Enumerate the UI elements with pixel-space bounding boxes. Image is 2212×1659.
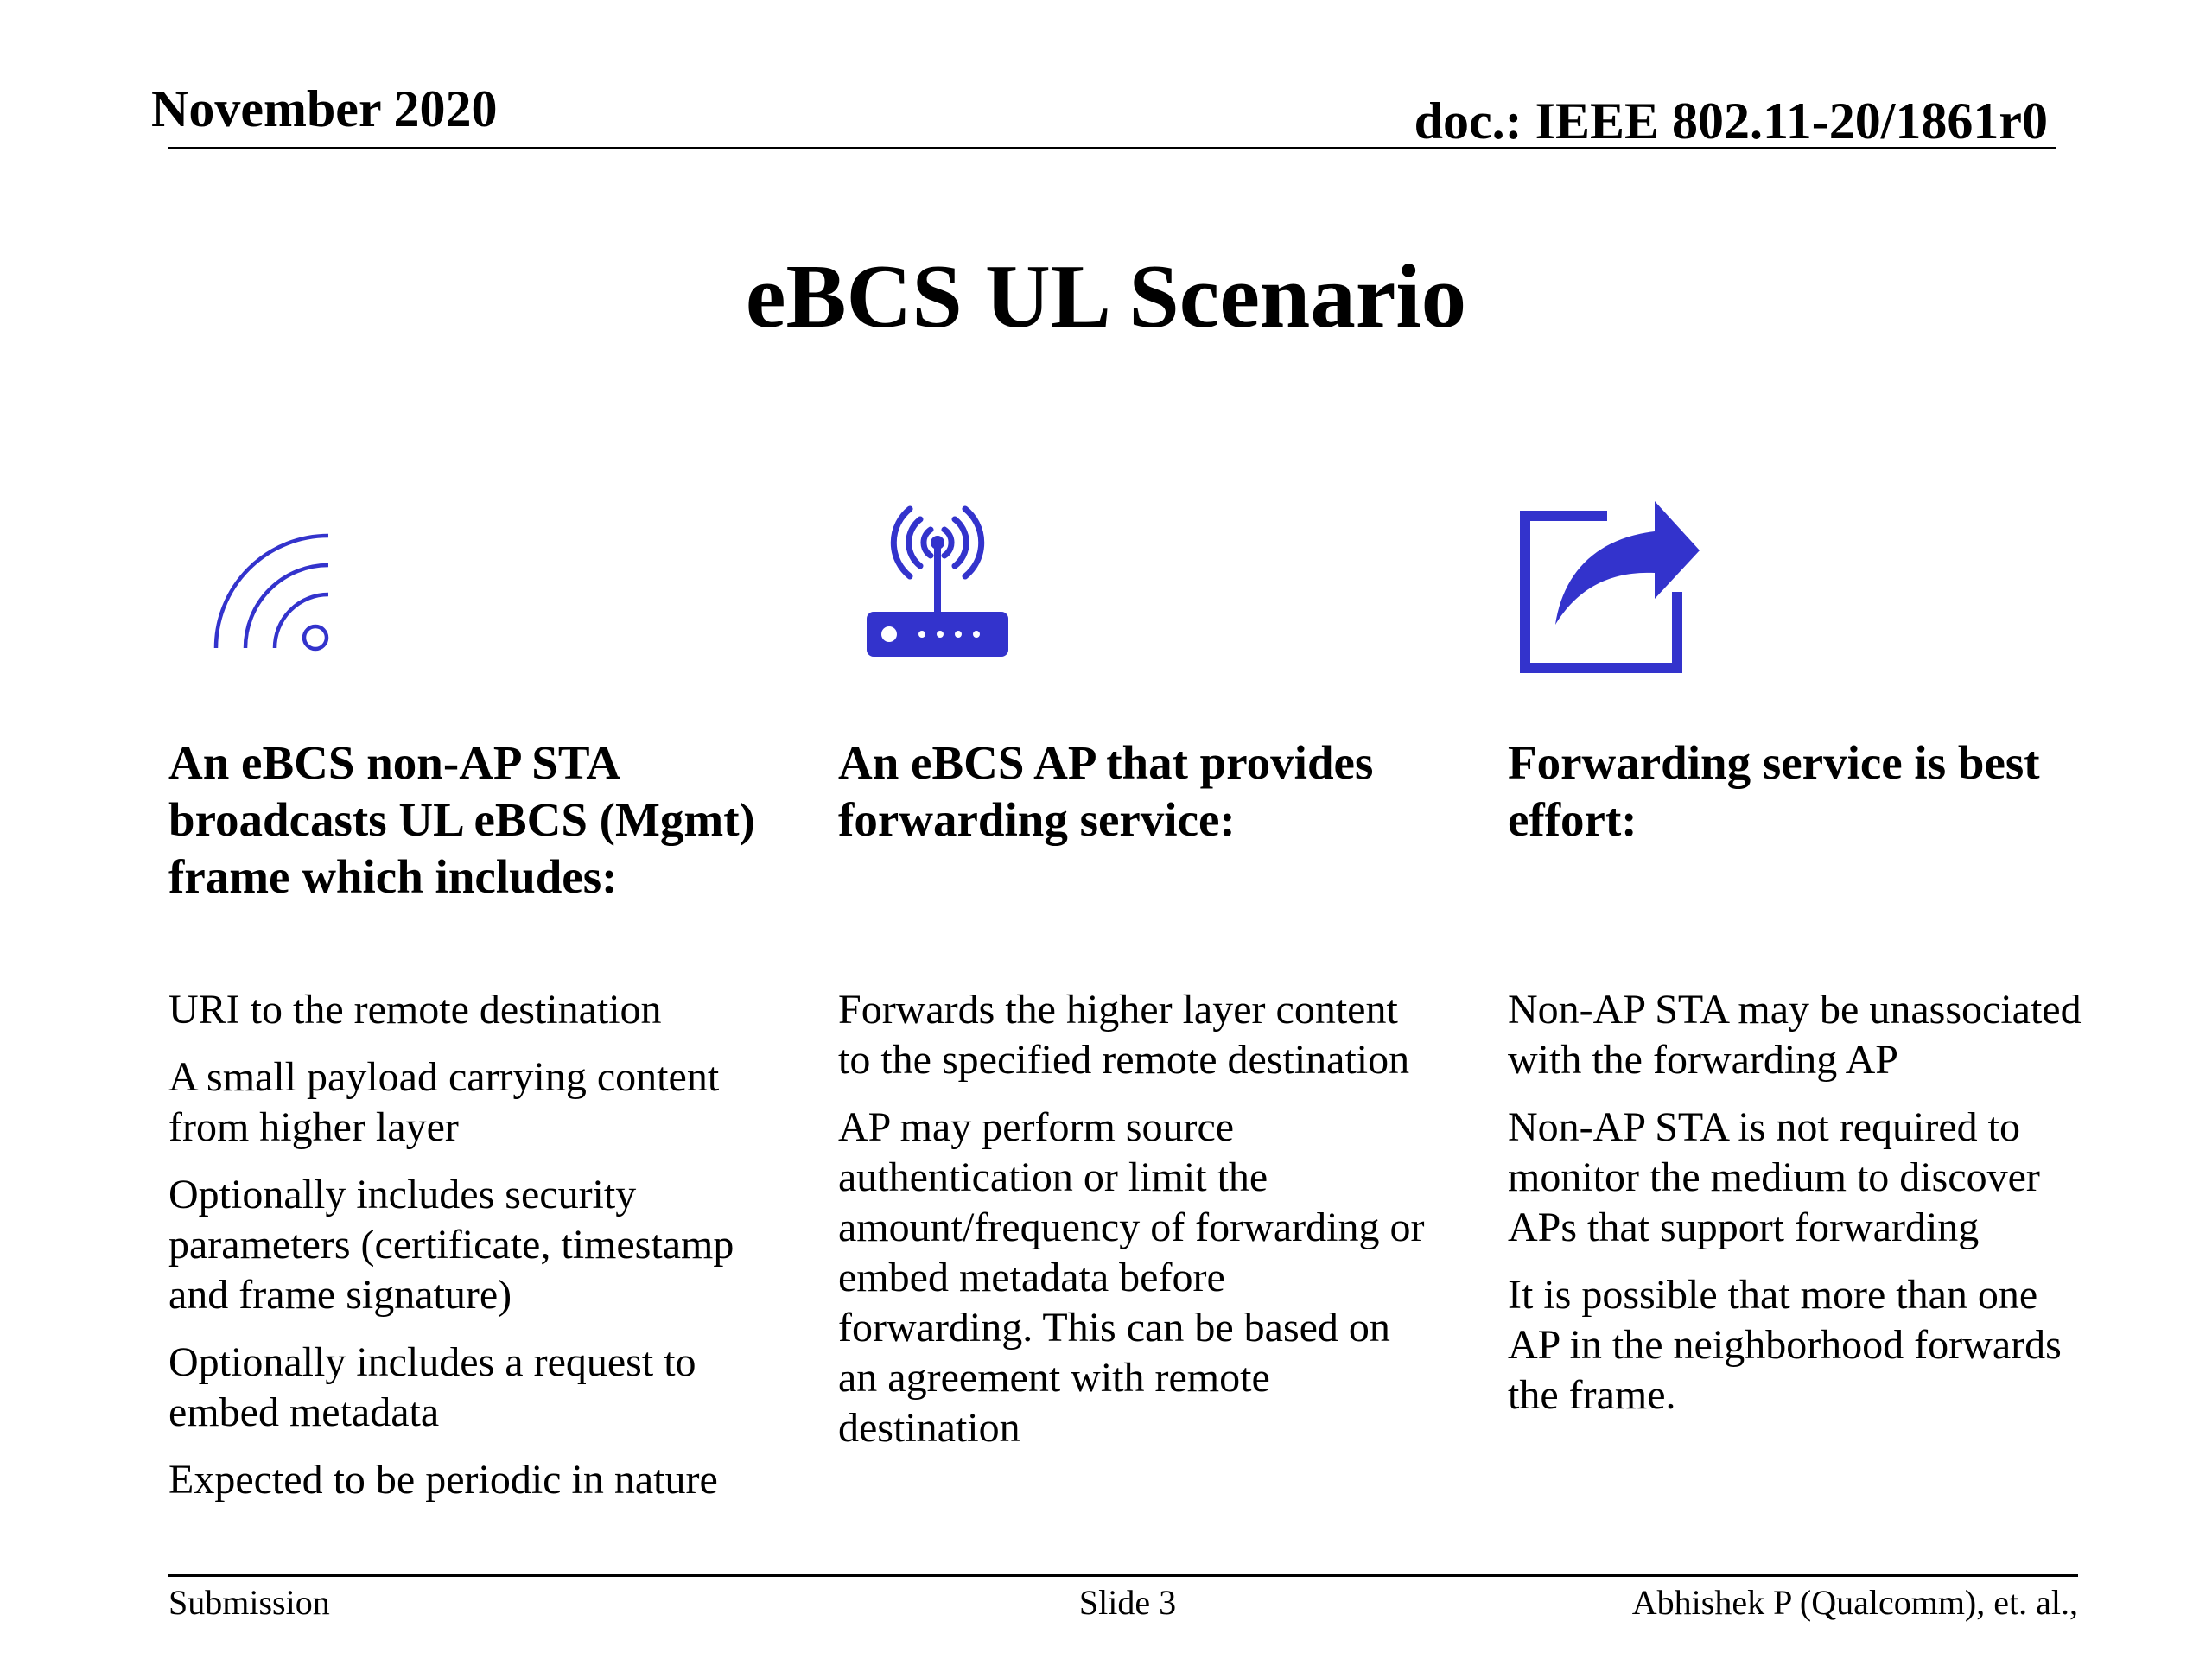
- column-heading: An eBCS AP that provides forwarding service:: [838, 736, 1374, 846]
- header-date: November 2020: [151, 80, 498, 137]
- list-item: Non-AP STA may be unassociated with the forwarding AP: [1508, 987, 2082, 1083]
- list-item: Expected to be periodic in nature: [168, 1457, 718, 1503]
- footer-divider: [168, 1574, 2078, 1577]
- footer-submission: Submission: [168, 1583, 330, 1622]
- column-body: [168, 985, 756, 1522]
- list-item: It is possible that more than one AP in the neighborhood forwards the frame.: [1508, 1272, 2062, 1418]
- list-item: URI to the remote destination: [168, 987, 662, 1033]
- column-heading: Forwarding service is best effort:: [1508, 736, 2040, 846]
- header-divider: [168, 147, 2056, 149]
- wifi-router-icon: [860, 505, 1015, 665]
- slide-title: eBCS UL Scenario: [745, 245, 1467, 346]
- header-doc-id: doc.: IEEE 802.11-20/1861r0: [1414, 92, 2048, 149]
- list-item: Non-AP STA is not required to monitor the medium to discover APs that support forwarding: [1508, 1104, 2040, 1250]
- list-item: Optionally includes a request to embed metadata: [168, 1339, 696, 1435]
- list-item: AP may perform source authentication or limit the amount/frequency of forwarding or embed metadata before forwarding. This can be based on an agreement with remote destination: [838, 1104, 1425, 1451]
- list-item: Optionally includes security parameters (certificate, timestamp and frame signature): [168, 1172, 734, 1318]
- wireless-signal-icon: [199, 518, 346, 665]
- list-item: A small payload carrying content from higher layer: [168, 1054, 720, 1150]
- column-heading: An eBCS non-AP STA broadcasts UL eBCS (Mgmt) frame which includes:: [168, 736, 755, 903]
- footer-slide-number: Slide 3: [1078, 1583, 1177, 1622]
- column-body: [1508, 985, 2095, 1438]
- column-body: [838, 985, 1426, 1471]
- list-item: Forwards the higher layer content to the specified remote destination: [838, 987, 1410, 1083]
- footer-author: Abhishek P (Qualcomm), et. al.,: [1631, 1583, 2078, 1622]
- share-forward-icon: [1516, 497, 1702, 674]
